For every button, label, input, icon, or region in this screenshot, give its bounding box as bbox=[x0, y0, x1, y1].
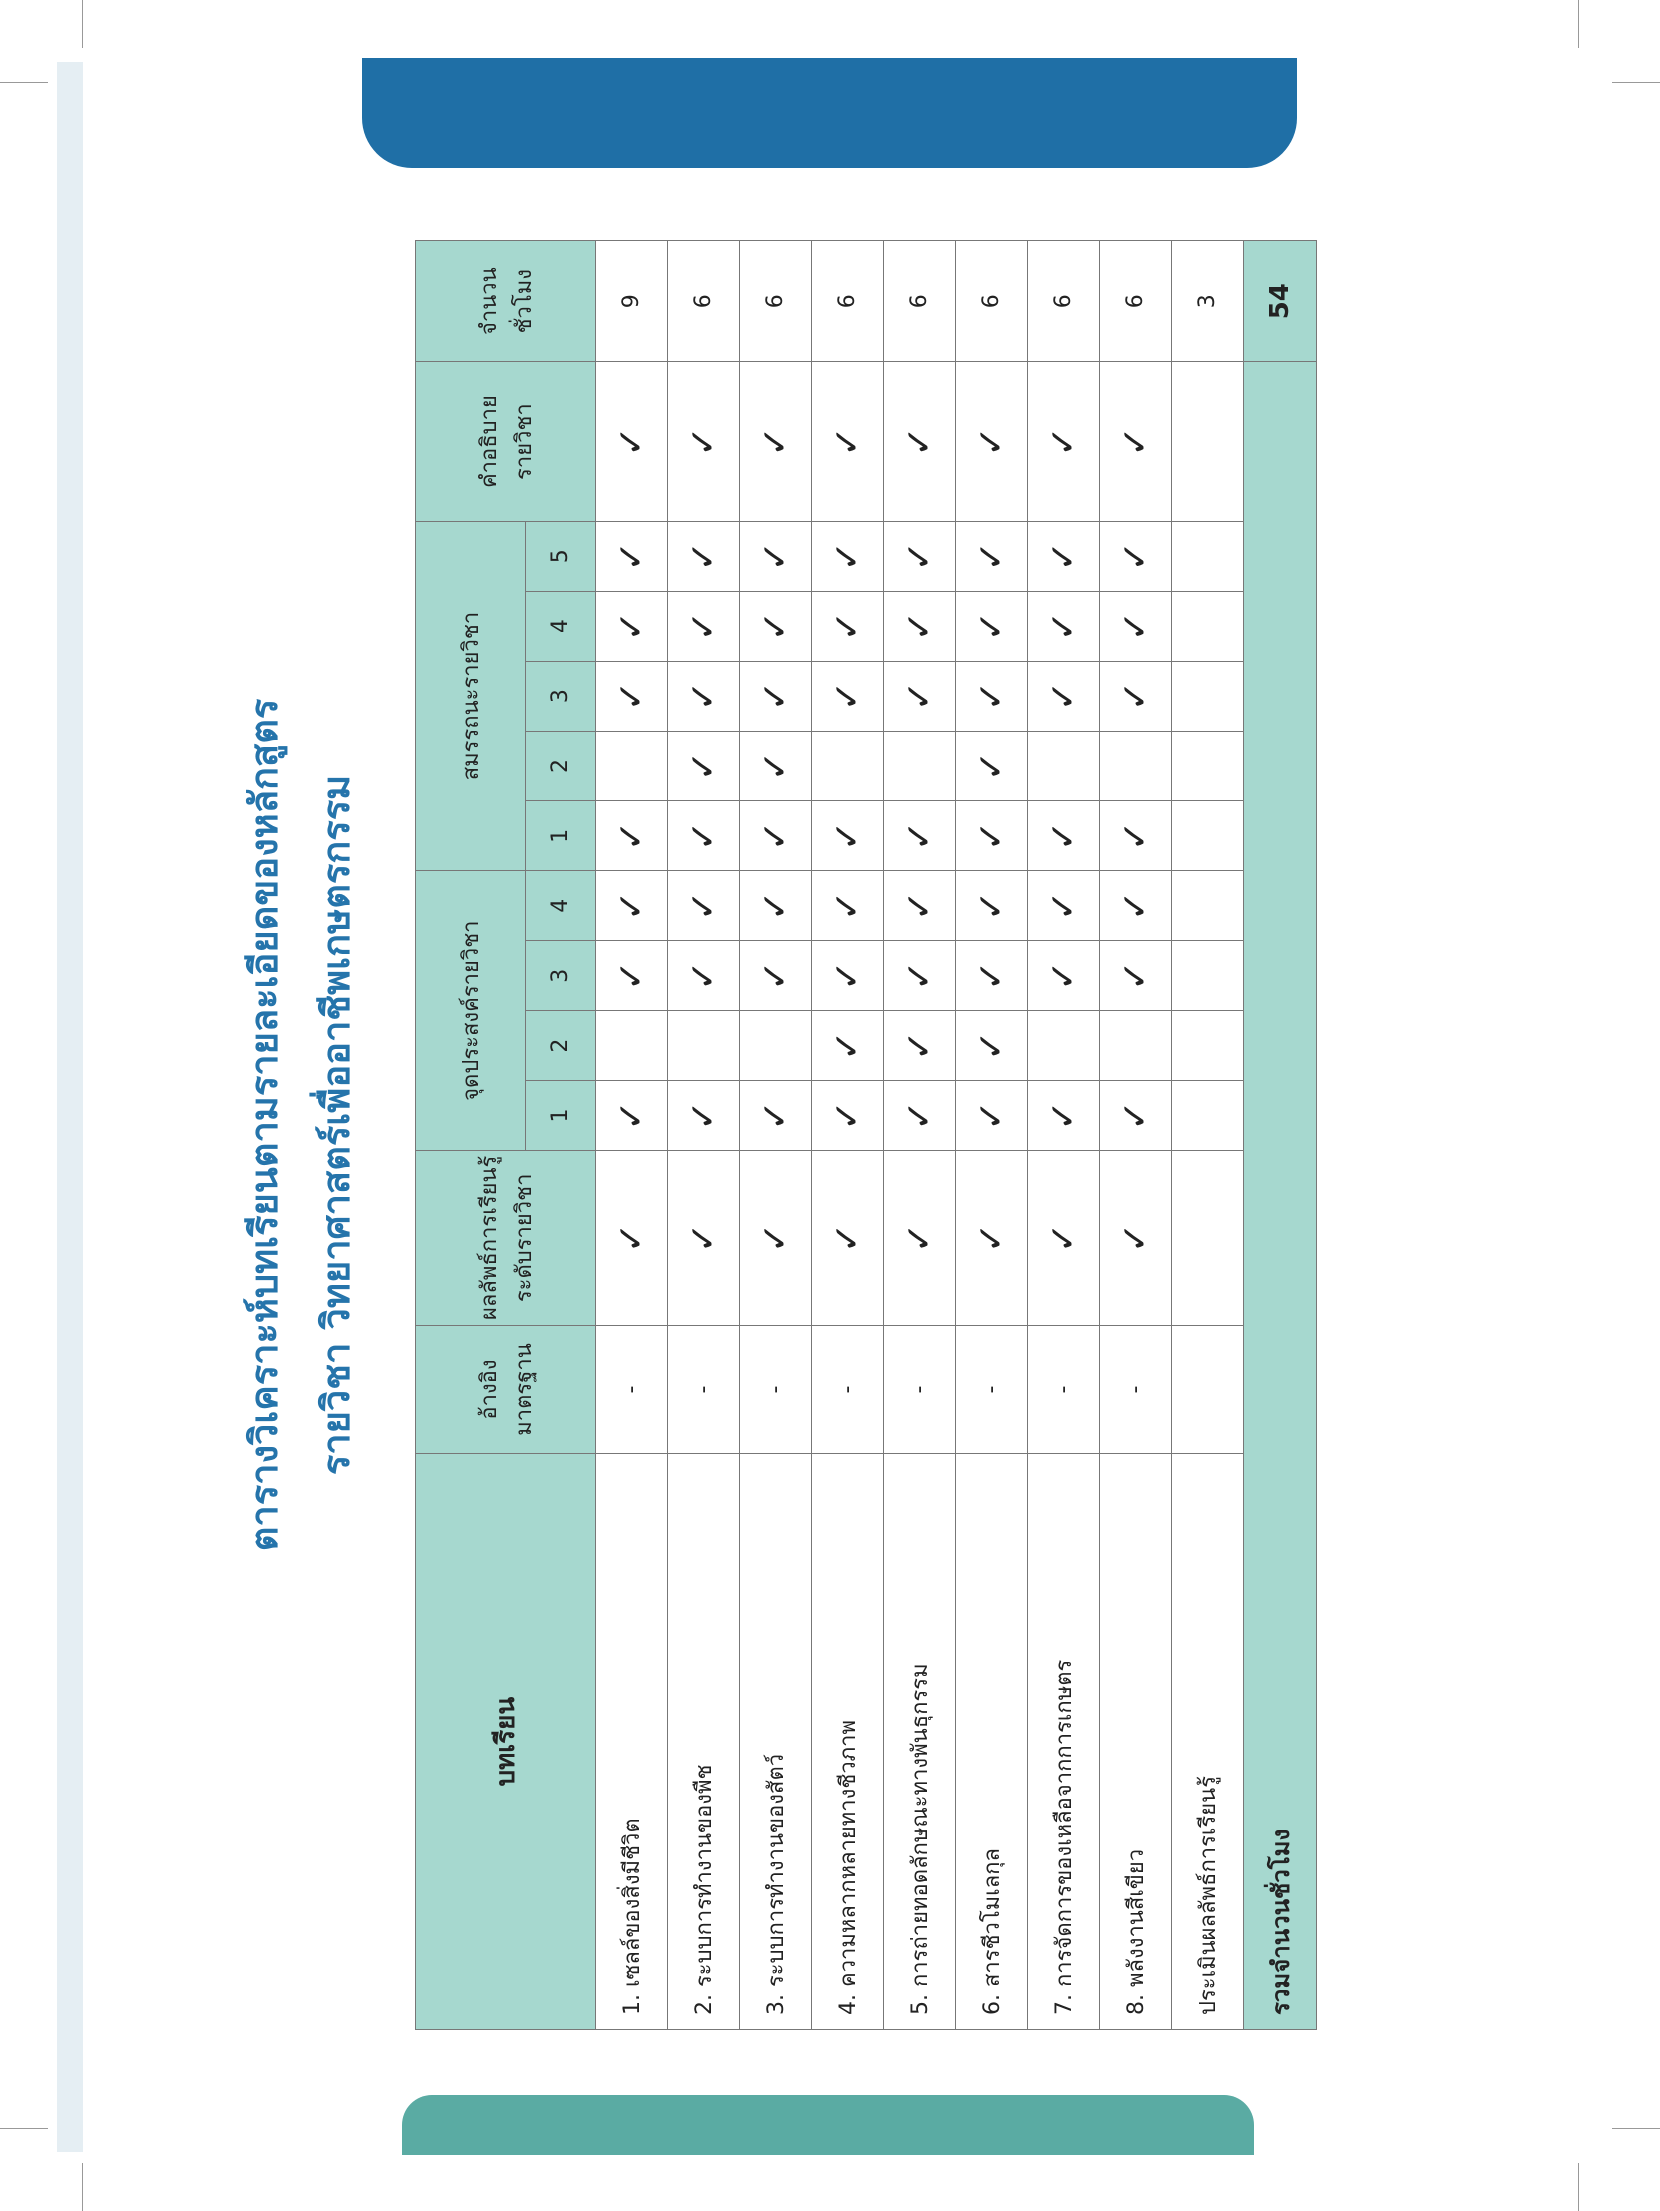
hours-cell: 6 bbox=[1028, 241, 1100, 362]
header-competency-number: 2 bbox=[526, 731, 596, 801]
standard-cell: - bbox=[812, 1325, 884, 1454]
standard-cell: - bbox=[1100, 1325, 1172, 1454]
table-body bbox=[596, 241, 1317, 2030]
competency-cell: ✓ bbox=[1028, 801, 1100, 871]
outcome-cell: ✓ bbox=[812, 1150, 884, 1325]
competency-cell bbox=[1172, 521, 1244, 591]
header-banner bbox=[362, 58, 1297, 168]
outcome-cell: ✓ bbox=[740, 1150, 812, 1325]
objective-cell: ✓ bbox=[956, 871, 1028, 941]
competency-cell: ✓ bbox=[668, 661, 740, 731]
description-cell bbox=[1172, 362, 1244, 521]
competency-cell: ✓ bbox=[812, 521, 884, 591]
table-row bbox=[596, 241, 668, 2030]
objective-cell: ✓ bbox=[812, 1081, 884, 1151]
footer-banner bbox=[402, 2095, 1254, 2155]
crop-mark bbox=[82, 2163, 83, 2211]
header-outcome: ผลลัพธ์การเรียนรู้ระดับรายวิชา bbox=[416, 1150, 596, 1325]
competency-cell: ✓ bbox=[884, 591, 956, 661]
competency-cell: ✓ bbox=[812, 591, 884, 661]
objective-cell: ✓ bbox=[596, 871, 668, 941]
objective-cell: ✓ bbox=[884, 941, 956, 1011]
standard-cell: - bbox=[668, 1325, 740, 1454]
outcome-cell: ✓ bbox=[668, 1150, 740, 1325]
objective-cell bbox=[596, 1011, 668, 1081]
competency-cell: ✓ bbox=[956, 591, 1028, 661]
competency-cell bbox=[812, 731, 884, 801]
crop-mark bbox=[0, 82, 48, 83]
competency-cell: ✓ bbox=[596, 801, 668, 871]
competency-cell: ✓ bbox=[1100, 801, 1172, 871]
header-objective-number: 1 bbox=[526, 1081, 596, 1151]
outcome-cell: ✓ bbox=[596, 1150, 668, 1325]
lesson-cell: 4. ความหลากหลายทางชีวภาพ bbox=[812, 1454, 884, 2030]
hours-cell: 6 bbox=[812, 241, 884, 362]
objective-cell: ✓ bbox=[1100, 871, 1172, 941]
competency-cell: ✓ bbox=[668, 801, 740, 871]
table-row bbox=[884, 241, 956, 2030]
objective-cell: ✓ bbox=[740, 941, 812, 1011]
total-row bbox=[1244, 241, 1317, 2030]
crop-mark bbox=[0, 2128, 48, 2129]
outcome-cell: ✓ bbox=[1028, 1150, 1100, 1325]
hours-cell: 9 bbox=[596, 241, 668, 362]
objective-cell: ✓ bbox=[812, 1011, 884, 1081]
objective-cell bbox=[1172, 1081, 1244, 1151]
competency-cell: ✓ bbox=[1100, 521, 1172, 591]
standard-cell: - bbox=[884, 1325, 956, 1454]
crop-mark bbox=[1578, 2163, 1579, 2211]
competency-cell: ✓ bbox=[740, 731, 812, 801]
competency-cell: ✓ bbox=[740, 521, 812, 591]
objective-cell bbox=[1172, 1011, 1244, 1081]
objective-cell: ✓ bbox=[812, 871, 884, 941]
header-competency-number: 4 bbox=[526, 591, 596, 661]
standard-cell: - bbox=[740, 1325, 812, 1454]
hours-cell: 6 bbox=[740, 241, 812, 362]
objective-cell: ✓ bbox=[596, 1081, 668, 1151]
header-objective-number: 4 bbox=[526, 871, 596, 941]
objective-cell: ✓ bbox=[740, 1081, 812, 1151]
objective-cell: ✓ bbox=[884, 1081, 956, 1151]
description-cell: ✓ bbox=[1100, 362, 1172, 521]
objective-cell: ✓ bbox=[884, 1011, 956, 1081]
objective-cell bbox=[1028, 1011, 1100, 1081]
objective-cell: ✓ bbox=[596, 941, 668, 1011]
table-row bbox=[1172, 241, 1244, 2030]
table-row bbox=[740, 241, 812, 2030]
competency-cell bbox=[1100, 731, 1172, 801]
competency-cell: ✓ bbox=[668, 521, 740, 591]
description-cell: ✓ bbox=[740, 362, 812, 521]
outcome-cell: ✓ bbox=[884, 1150, 956, 1325]
description-cell: ✓ bbox=[956, 362, 1028, 521]
header-competency-number: 3 bbox=[526, 661, 596, 731]
table-row bbox=[1028, 241, 1100, 2030]
objective-cell: ✓ bbox=[956, 1011, 1028, 1081]
header-competency-number: 5 bbox=[526, 521, 596, 591]
table-row bbox=[668, 241, 740, 2030]
crop-mark bbox=[1612, 82, 1660, 83]
standard-cell: - bbox=[596, 1325, 668, 1454]
objective-cell: ✓ bbox=[884, 871, 956, 941]
hours-cell: 6 bbox=[956, 241, 1028, 362]
competency-cell: ✓ bbox=[956, 731, 1028, 801]
standard-cell: - bbox=[1028, 1325, 1100, 1454]
objective-cell: ✓ bbox=[1028, 1081, 1100, 1151]
competency-cell bbox=[1172, 731, 1244, 801]
hours-cell: 6 bbox=[668, 241, 740, 362]
competency-cell: ✓ bbox=[884, 661, 956, 731]
lesson-cell: 8. พลังงานสีเขียว bbox=[1100, 1454, 1172, 2030]
page-edge-strip bbox=[57, 62, 83, 2152]
table-row bbox=[1100, 241, 1172, 2030]
objective-cell: ✓ bbox=[812, 941, 884, 1011]
objective-cell bbox=[1172, 941, 1244, 1011]
total-hours: 54 bbox=[1244, 241, 1317, 362]
objective-cell bbox=[1172, 871, 1244, 941]
hours-cell: 3 bbox=[1172, 241, 1244, 362]
competency-cell: ✓ bbox=[668, 731, 740, 801]
competency-cell: ✓ bbox=[596, 661, 668, 731]
competency-cell: ✓ bbox=[1028, 591, 1100, 661]
competency-cell bbox=[1028, 731, 1100, 801]
objective-cell: ✓ bbox=[1100, 941, 1172, 1011]
description-cell: ✓ bbox=[812, 362, 884, 521]
description-cell: ✓ bbox=[596, 362, 668, 521]
lesson-cell: 7. การจัดการของเหลือจากการเกษตร bbox=[1028, 1454, 1100, 2030]
competency-cell: ✓ bbox=[596, 521, 668, 591]
hours-cell: 6 bbox=[1100, 241, 1172, 362]
competency-cell: ✓ bbox=[884, 801, 956, 871]
header-objective-number: 2 bbox=[526, 1011, 596, 1081]
lesson-cell: 5. การถ่ายทอดลักษณะทางพันธุกรรม bbox=[884, 1454, 956, 2030]
header-competency: สมรรถนะรายวิชา bbox=[416, 521, 526, 871]
total-label: รวมจำนวนชั่วโมง bbox=[1244, 362, 1317, 2030]
objective-cell bbox=[740, 1011, 812, 1081]
outcome-cell: ✓ bbox=[956, 1150, 1028, 1325]
standard-cell: - bbox=[956, 1325, 1028, 1454]
header-hours: จำนวนชั่วโมง bbox=[416, 241, 596, 362]
competency-cell: ✓ bbox=[812, 801, 884, 871]
header-objectives: จุดประสงค์รายวิชา bbox=[416, 871, 526, 1151]
competency-cell: ✓ bbox=[1100, 661, 1172, 731]
description-cell: ✓ bbox=[1028, 362, 1100, 521]
objective-cell: ✓ bbox=[1100, 1081, 1172, 1151]
competency-cell: ✓ bbox=[956, 661, 1028, 731]
competency-cell: ✓ bbox=[956, 801, 1028, 871]
competency-cell bbox=[1172, 801, 1244, 871]
table-row bbox=[812, 241, 884, 2030]
lesson-cell: ประเมินผลลัพธ์การเรียนรู้ bbox=[1172, 1454, 1244, 2030]
competency-cell: ✓ bbox=[740, 591, 812, 661]
objective-cell: ✓ bbox=[668, 871, 740, 941]
competency-cell: ✓ bbox=[740, 801, 812, 871]
curriculum-table bbox=[415, 240, 1317, 2030]
competency-cell: ✓ bbox=[884, 521, 956, 591]
rotated-content bbox=[200, 200, 1325, 2050]
title-block bbox=[200, 200, 395, 2050]
crop-mark bbox=[1612, 2128, 1660, 2129]
page-subtitle: รายวิชา วิทยาศาสตร์เพื่ออาชีพเกษตรกรรม bbox=[314, 774, 358, 1476]
header-objective-number: 3 bbox=[526, 941, 596, 1011]
objective-cell bbox=[668, 1011, 740, 1081]
competency-cell: ✓ bbox=[668, 591, 740, 661]
objective-cell: ✓ bbox=[1028, 871, 1100, 941]
lesson-cell: 2. ระบบการทำงานของพืช bbox=[668, 1454, 740, 2030]
competency-cell: ✓ bbox=[1028, 521, 1100, 591]
header-standard: อ้างอิงมาตรฐาน bbox=[416, 1325, 596, 1454]
objective-cell: ✓ bbox=[740, 871, 812, 941]
lesson-cell: 1. เซลล์ของสิ่งมีชีวิต bbox=[596, 1454, 668, 2030]
objective-cell: ✓ bbox=[668, 941, 740, 1011]
competency-cell: ✓ bbox=[812, 661, 884, 731]
description-cell: ✓ bbox=[884, 362, 956, 521]
lesson-cell: 6. สารชีวโมเลกุล bbox=[956, 1454, 1028, 2030]
objective-cell: ✓ bbox=[956, 1081, 1028, 1151]
competency-cell bbox=[1172, 591, 1244, 661]
standard-cell bbox=[1172, 1325, 1244, 1454]
objective-cell: ✓ bbox=[668, 1081, 740, 1151]
hours-cell: 6 bbox=[884, 241, 956, 362]
header-competency-number: 1 bbox=[526, 801, 596, 871]
competency-cell: ✓ bbox=[596, 591, 668, 661]
competency-cell: ✓ bbox=[1028, 661, 1100, 731]
competency-cell bbox=[884, 731, 956, 801]
competency-cell: ✓ bbox=[956, 521, 1028, 591]
lesson-cell: 3. ระบบการทำงานของสัตว์ bbox=[740, 1454, 812, 2030]
crop-mark bbox=[82, 0, 83, 48]
competency-cell bbox=[1172, 661, 1244, 731]
header-description: คำอธิบายรายวิชา bbox=[416, 362, 596, 521]
objective-cell: ✓ bbox=[1028, 941, 1100, 1011]
page-title: ตารางวิเคราะห์บทเรียนตามรายละเอียดของหลักสูตร bbox=[242, 698, 286, 1552]
crop-mark bbox=[1578, 0, 1579, 48]
outcome-cell: ✓ bbox=[1100, 1150, 1172, 1325]
competency-cell bbox=[596, 731, 668, 801]
competency-cell: ✓ bbox=[1100, 591, 1172, 661]
objective-cell bbox=[1100, 1011, 1172, 1081]
objective-cell: ✓ bbox=[956, 941, 1028, 1011]
outcome-cell bbox=[1172, 1150, 1244, 1325]
header-lesson: บทเรียน bbox=[416, 1454, 596, 2030]
description-cell: ✓ bbox=[668, 362, 740, 521]
table-row bbox=[956, 241, 1028, 2030]
competency-cell: ✓ bbox=[740, 661, 812, 731]
